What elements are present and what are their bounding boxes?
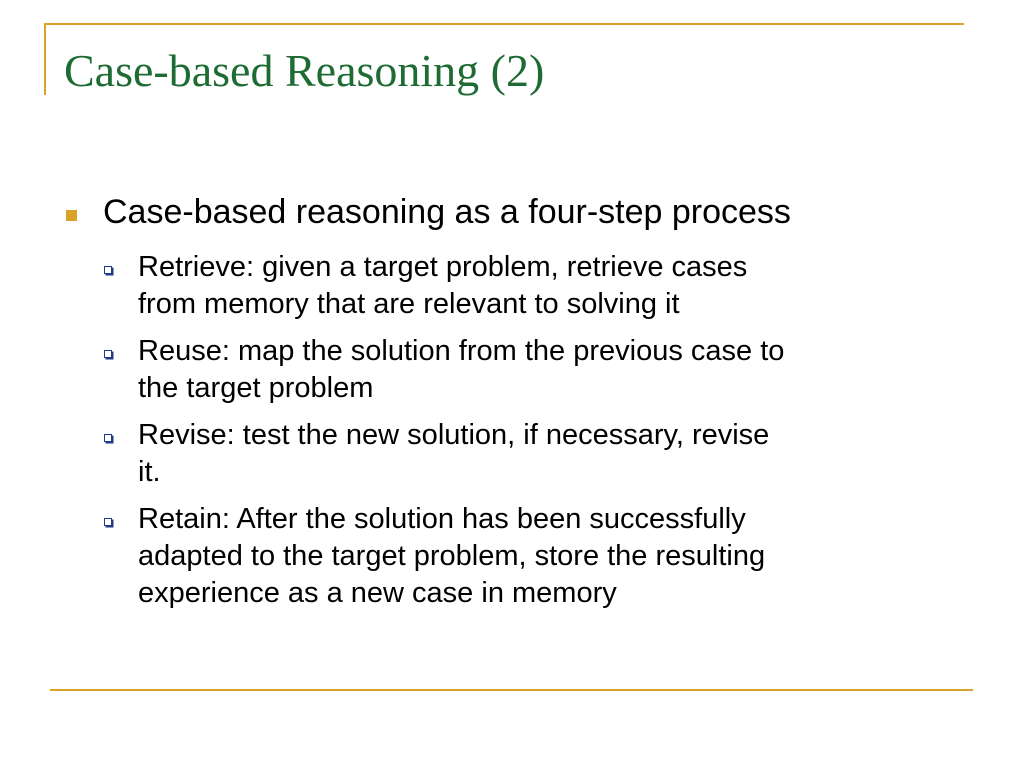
hollow-square-bullet-icon [104, 266, 112, 274]
square-bullet-icon [66, 210, 77, 221]
step-retain [104, 501, 974, 612]
step-revise [104, 417, 974, 491]
top-rule [44, 23, 964, 25]
left-rule [44, 23, 46, 95]
hollow-square-bullet-icon [104, 434, 112, 442]
bottom-rule [50, 689, 973, 691]
step-text: Revise: test the new solution, if necessary, revise it. [138, 419, 770, 488]
step-text: Reuse: map the solution from the previous case to the target problem [138, 335, 785, 404]
slide-title: Case-based Reasoning (2) [64, 45, 545, 96]
step-list [104, 249, 974, 622]
main-bullet-text: Case-based reasoning as a four-step process [103, 193, 791, 231]
step-retrieve [104, 249, 974, 323]
step-reuse [104, 333, 974, 407]
step-text: Retrieve: given a target problem, retrieve cases from memory that are relevant to solving it [138, 251, 748, 320]
hollow-square-bullet-icon [104, 350, 112, 358]
hollow-square-bullet-icon [104, 518, 112, 526]
step-text: Retain: After the solution has been successfully adapted to the target problem, store the resulting experience as a new case in memory [138, 503, 766, 609]
